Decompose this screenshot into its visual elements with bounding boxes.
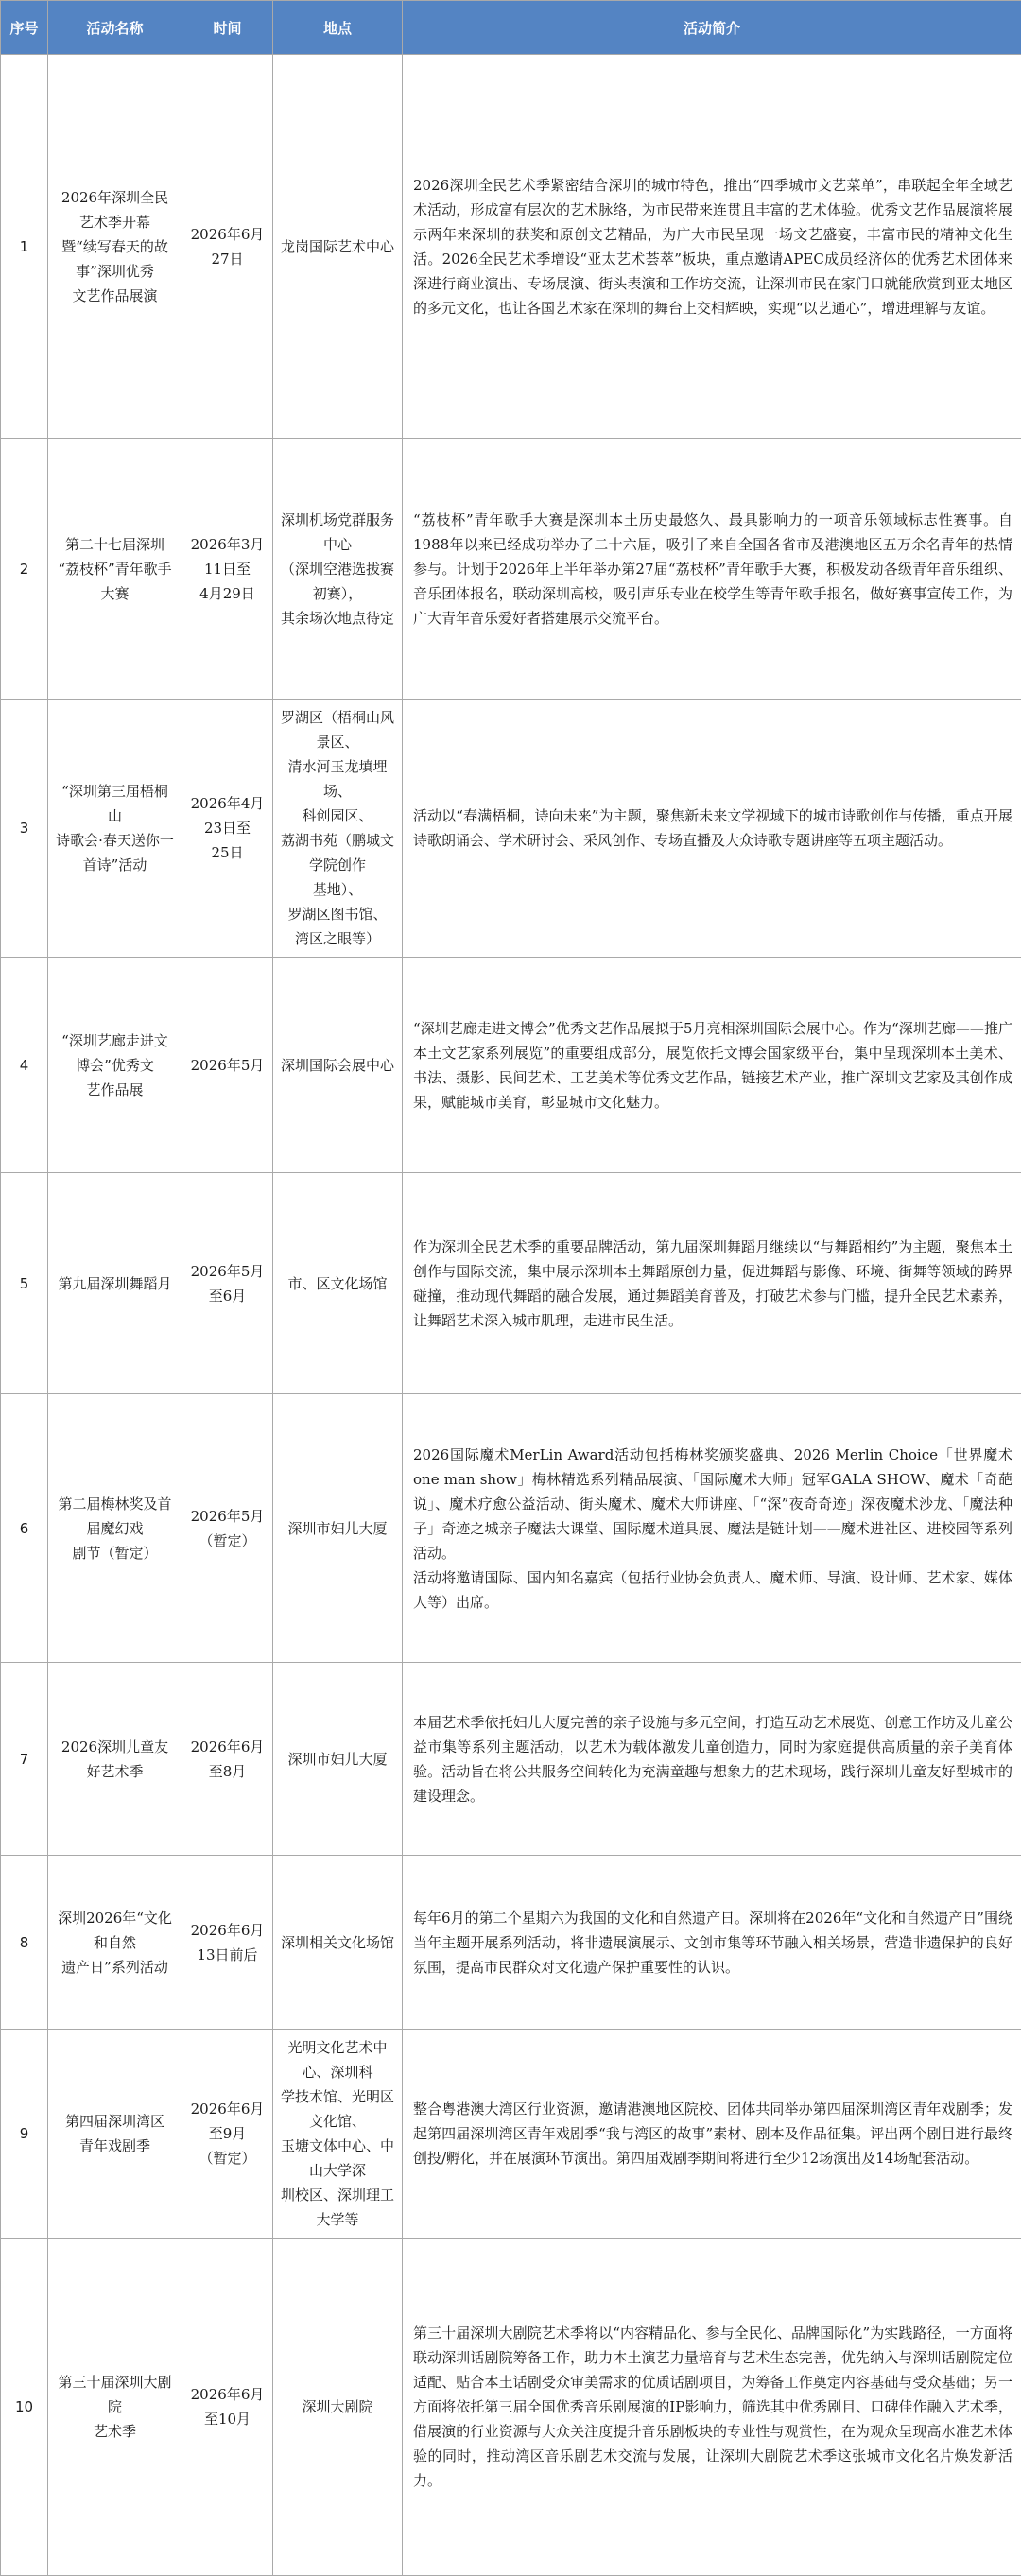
cell-activity-name	[48, 2239, 182, 2576]
cell-activity-name	[48, 2030, 182, 2239]
cell-activity-name-line: 2026深圳儿童友好艺术季	[56, 1735, 174, 1784]
cell-intro-line: 2026国际魔术MerLin Award活动包括梅林奖颁奖盛典、2026 Merlin Choice「世界魔术one man show」梅林精选系列精品展演、「国际魔术大师」冠军GALA SHOW、魔术「奇葩说」、魔术疗愈公益活动、街头魔术、魔术大师讲座、「“深”夜奇奇迹」深夜魔术沙龙、「魔法种子」奇迹之城亲子魔法大课堂、国际魔术道具展、魔法是链计划——魔术进社区、进校园等系列活动。	[413, 1443, 1012, 1565]
cell-time	[182, 1663, 273, 1856]
cell-time-line: （暂定）	[190, 1529, 265, 1553]
cell-place	[273, 958, 403, 1173]
cell-activity-name-line: 剧节（暂定）	[56, 1541, 174, 1565]
cell-seq: 2	[1, 439, 48, 700]
header-seq: 序号	[1, 1, 48, 55]
cell-seq: 7	[1, 1663, 48, 1856]
cell-place	[273, 700, 403, 958]
cell-time	[182, 2030, 273, 2239]
cell-place-line: 龙岗国际艺术中心	[281, 234, 394, 259]
table-row	[1, 1394, 1021, 1663]
cell-seq: 1	[1, 55, 48, 439]
cell-seq: 9	[1, 2030, 48, 2239]
cell-intro-line: 整合粤港澳大湾区行业资源，邀请港澳地区院校、团体共同举办第四届深圳湾区青年戏剧季；发起第四届深圳湾区青年戏剧季“我与湾区的故事”素材、剧本及作品征集。评出两个剧目进行最终创投/孵化，并在展演环节演出。第四届戏剧季期间将进行至少12场演出及14场配套活动。	[413, 2097, 1012, 2170]
cell-activity-name-line: 遗产日”系列活动	[56, 1955, 174, 1980]
cell-activity-name	[48, 958, 182, 1173]
cell-intro	[403, 2239, 1021, 2576]
header-intro: 活动简介	[403, 1, 1021, 55]
cell-place	[273, 1663, 403, 1856]
table-row	[1, 55, 1021, 439]
cell-intro	[403, 1394, 1021, 1663]
cell-place	[273, 439, 403, 700]
cell-activity-name-line: 暨“续写春天的故事”深圳优秀	[56, 234, 174, 284]
table-row	[1, 958, 1021, 1173]
cell-place-line: 基地）、	[281, 877, 394, 902]
cell-activity-name-line: “深圳第三届梧桐山	[56, 779, 174, 828]
cell-intro	[403, 439, 1021, 700]
cell-activity-name-line: 艺术季	[56, 2419, 174, 2444]
cell-seq: 3	[1, 700, 48, 958]
cell-time-line: 2026年3月11日至	[190, 532, 265, 581]
cell-time-line: 2026年6月27日	[190, 222, 265, 271]
cell-time	[182, 700, 273, 958]
cell-intro-line: 作为深圳全民艺术季的重要品牌活动，第九届深圳舞蹈月继续以“与舞蹈相约”为主题，聚焦本土创作与国际交流，集中展示深圳本土舞蹈原创力量，促进舞蹈与影像、环境、街舞等领域的跨界碰撞，推动现代舞蹈的融合发展，通过舞蹈美育普及，打破艺术参与门槛，提升全民艺术素养，让舞蹈艺术深入城市肌理，走进市民生活。	[413, 1235, 1012, 1333]
cell-place	[273, 55, 403, 439]
cell-place	[273, 2239, 403, 2576]
cell-activity-name-line: 第二届梅林奖及首届魔幻戏	[56, 1492, 174, 1541]
cell-time-line: 2026年5月	[190, 1053, 265, 1078]
cell-place-line: 学技术馆、光明区文化馆、	[281, 2084, 394, 2134]
cell-time	[182, 958, 273, 1173]
cell-seq: 8	[1, 1856, 48, 2030]
cell-time-line: 25日	[190, 840, 265, 865]
cell-place-line: 玉塘文体中心、中山大学深	[281, 2134, 394, 2183]
cell-activity-name-line: 第九届深圳舞蹈月	[56, 1271, 174, 1296]
header-name: 活动名称	[48, 1, 182, 55]
cell-time	[182, 1394, 273, 1663]
cell-time	[182, 1856, 273, 2030]
cell-place-line: 科创园区、	[281, 804, 394, 828]
cell-time-line: 2026年5月	[190, 1504, 265, 1529]
table-row	[1, 700, 1021, 958]
cell-time-line: 2026年6月至8月	[190, 1735, 265, 1784]
table-row	[1, 2239, 1021, 2576]
cell-activity-name-line: 第四届深圳湾区	[56, 2109, 174, 2134]
cell-activity-name	[48, 700, 182, 958]
cell-place-line: 光明文化艺术中心、深圳科	[281, 2035, 394, 2084]
cell-intro-line: 本届艺术季依托妇儿大厦完善的亲子设施与多元空间，打造互动艺术展览、创意工作坊及儿童公益市集等系列主题活动，以艺术为载体激发儿童创造力，同时为家庭提供高质量的亲子美育体验。活动旨在将公共服务空间转化为充满童趣与想象力的艺术现场，践行深圳儿童友好型城市的建设理念。	[413, 1710, 1012, 1808]
cell-time	[182, 55, 273, 439]
cell-activity-name-line: 青年戏剧季	[56, 2134, 174, 2158]
cell-activity-name	[48, 1856, 182, 2030]
cell-place-line: 深圳市妇儿大厦	[281, 1747, 394, 1772]
cell-place-line: 深圳国际会展中心	[281, 1053, 394, 1078]
cell-intro	[403, 1663, 1021, 1856]
cell-place	[273, 2030, 403, 2239]
cell-activity-name-line: “深圳艺廊走进文博会”优秀文	[56, 1029, 174, 1078]
cell-intro	[403, 2030, 1021, 2239]
cell-activity-name-line: 第二十七届深圳	[56, 532, 174, 557]
cell-time	[182, 439, 273, 700]
cell-place-line: 清水河玉龙填埋场、	[281, 754, 394, 804]
table-header	[1, 1, 1021, 55]
table-row	[1, 2030, 1021, 2239]
cell-place-line: 深圳机场党群服务中心	[281, 508, 394, 557]
cell-place-line: 深圳相关文化场馆	[281, 1930, 394, 1955]
cell-activity-name-line: 2026年深圳全民艺术季开幕	[56, 185, 174, 234]
cell-place-line: 深圳市妇儿大厦	[281, 1516, 394, 1541]
cell-time	[182, 2239, 273, 2576]
cell-activity-name-line: 文艺作品展演	[56, 284, 174, 308]
cell-activity-name	[48, 1394, 182, 1663]
cell-seq: 10	[1, 2239, 48, 2576]
cell-intro-line: 活动将邀请国际、国内知名嘉宾（包括行业协会负责人、魔术师、导演、设计师、艺术家、媒体人等）出席。	[413, 1565, 1012, 1615]
cell-place-line: 市、区文化场馆	[281, 1271, 394, 1296]
cell-time-line: 2026年4月23日至	[190, 791, 265, 840]
cell-intro-line: “荔枝杯”青年歌手大赛是深圳本土历史最悠久、最具影响力的一项音乐领域标志性赛事。自1988年以来已经成功举办了二十六届，吸引了来自全国各省市及港澳地区五万余名青年的热情参与。计划于2026年上半年举办第27届“荔枝杯”青年歌手大赛，积极发动各级青年音乐组织、音乐团体报名，联动深圳高校，吸引声乐专业在校学生等青年歌手报名，做好赛事宣传工作，为广大青年音乐爱好者搭建展示交流平台。	[413, 508, 1012, 631]
cell-place-line: 圳校区、深圳理工大学等	[281, 2183, 394, 2232]
table-row	[1, 1663, 1021, 1856]
cell-intro	[403, 700, 1021, 958]
cell-place	[273, 1173, 403, 1394]
cell-intro-line: 2026深圳全民艺术季紧密结合深圳的城市特色，推出“四季城市文艺菜单”，串联起全年全域艺术活动，形成富有层次的艺术脉络，为市民带来连贯且丰富的艺术体验。优秀文艺作品展演将展示两年来深圳的获奖和原创文艺精品，为广大市民呈现一场文艺盛宴，丰富市民的精神文化生活。2026全民艺术季增设“亚太艺术荟萃”板块，重点邀请APEC成员经济体的优秀艺术团体来深进行商业演出、专场展演、街头表演和工作坊交流，让深圳市民在家门口就能欣赏到亚太地区的多元文化，也让各国艺术家在深圳的舞台上交相辉映，实现“以艺通心”，增进理解与友谊。	[413, 173, 1012, 320]
cell-place-line: 罗湖区（梧桐山风景区、	[281, 705, 394, 754]
cell-intro	[403, 958, 1021, 1173]
table-row	[1, 439, 1021, 700]
cell-intro-line: 活动以“春满梧桐，诗向未来”为主题，聚焦新未来文学视域下的城市诗歌创作与传播，重点开展诗歌朗诵会、学术研讨会、采风创作、专场直播及大众诗歌专题讲座等五项主题活动。	[413, 804, 1012, 853]
cell-seq: 6	[1, 1394, 48, 1663]
cell-intro-line: 第三十届深圳大剧院艺术季将以“内容精品化、参与全民化、品牌国际化”为实践路径，一方面将联动深圳话剧院筹备工作，助力本土演艺力量培育与艺术生态完善，优先纳入与深圳话剧院定位适配、贴合本土话剧受众审美需求的优质话剧项目，为筹备工作奠定内容基础与受众基础；另一方面将依托第三届全国优秀音乐剧展演的IP影响力，筛选其中优秀剧目、口碑佳作融入艺术季，借展演的行业资源与大众关注度提升音乐剧板块的专业性与观赏性，在为观众呈现高水准艺术体验的同时，推动湾区音乐剧艺术交流与发展，让深圳大剧院艺术季这张城市文化名片焕发新活力。	[413, 2321, 1012, 2493]
cell-place-line: 罗湖区图书馆、	[281, 902, 394, 926]
cell-time-line: （暂定）	[190, 2146, 265, 2170]
cell-place	[273, 1394, 403, 1663]
cell-activity-name	[48, 439, 182, 700]
cell-activity-name-line: 第三十届深圳大剧院	[56, 2370, 174, 2419]
cell-activity-name	[48, 1663, 182, 1856]
cell-place-line: 湾区之眼等）	[281, 926, 394, 951]
header-time: 时间	[182, 1, 273, 55]
header-place: 地点	[273, 1, 403, 55]
cell-time-line: 2026年6月至10月	[190, 2382, 265, 2431]
cell-intro	[403, 1173, 1021, 1394]
table-row	[1, 1173, 1021, 1394]
cell-activity-name-line: 诗歌会·春天送你一首诗”活动	[56, 828, 174, 877]
cell-time-line: 2026年6月至9月	[190, 2097, 265, 2146]
cell-time	[182, 1173, 273, 1394]
cell-time-line: 2026年6月13日前后	[190, 1918, 265, 1967]
cell-place-line: 深圳大剧院	[281, 2394, 394, 2419]
cell-activity-name	[48, 55, 182, 439]
cell-activity-name-line: “荔枝杯”青年歌手大赛	[56, 557, 174, 606]
header-row	[1, 1, 1021, 55]
cell-seq: 5	[1, 1173, 48, 1394]
cell-time-line: 2026年5月至6月	[190, 1259, 265, 1308]
cell-place-line: 其余场次地点待定	[281, 606, 394, 631]
cell-intro-line: “深圳艺廊走进文博会”优秀文艺作品展拟于5月亮相深圳国际会展中心。作为“深圳艺廊——推广本土文艺家系列展览”的重要组成部分，展览依托文博会国家级平台，集中呈现深圳本土美术、书法、摄影、民间艺术、工艺美术等优秀文艺作品，链接艺术产业，推广深圳文艺家及其创作成果，赋能城市美育，彰显城市文化魅力。	[413, 1016, 1012, 1115]
cell-intro	[403, 55, 1021, 439]
cell-seq: 4	[1, 958, 48, 1173]
cell-place-line: （深圳空港选拔赛初赛），	[281, 557, 394, 606]
cell-activity-name-line: 深圳2026年“文化和自然	[56, 1906, 174, 1955]
table-body	[1, 55, 1021, 2576]
cell-activity-name-line: 艺作品展	[56, 1078, 174, 1102]
cell-intro-line: 每年6月的第二个星期六为我国的文化和自然遗产日。深圳将在2026年“文化和自然遗产日”围绕当年主题开展系列活动，将非遗展演展示、文创市集等环节融入相关场景，营造非遗保护的良好氛围，提高市民群众对文化遗产保护重要性的认识。	[413, 1906, 1012, 1980]
cell-activity-name	[48, 1173, 182, 1394]
cell-place	[273, 1856, 403, 2030]
cell-intro	[403, 1856, 1021, 2030]
cell-place-line: 荔湖书苑（鹏城文学院创作	[281, 828, 394, 877]
cell-time-line: 4月29日	[190, 581, 265, 606]
table-row	[1, 1856, 1021, 2030]
